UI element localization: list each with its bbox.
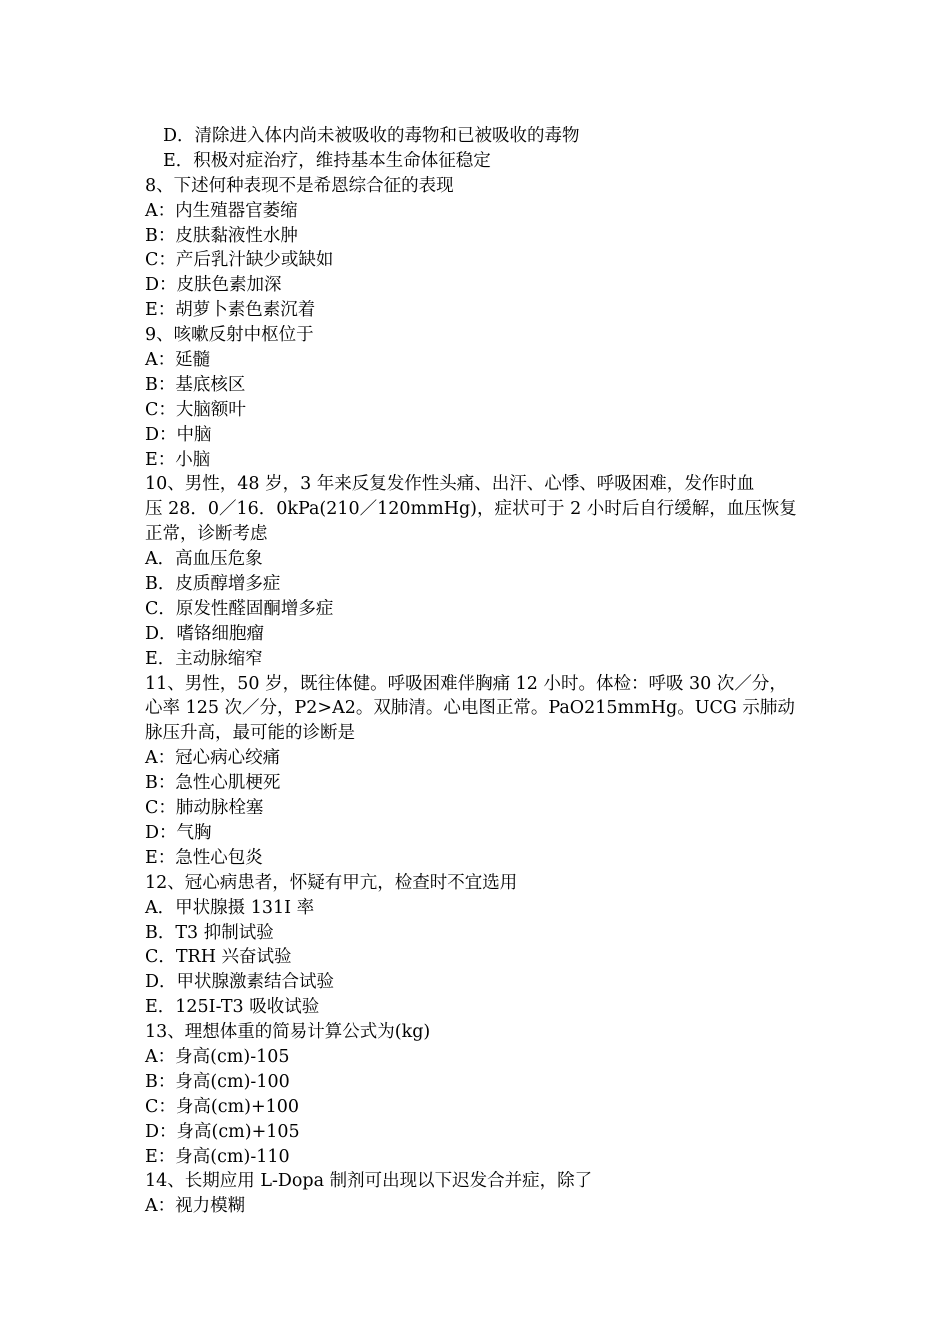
- text-line: E：急性心包炎: [145, 847, 263, 868]
- text-line: B．皮质醇增多症: [145, 574, 281, 595]
- text-line: E：身高(cm)-110: [145, 1146, 290, 1167]
- text-line: B：基底核区: [145, 374, 246, 395]
- text-line: E．主动脉缩窄: [145, 648, 263, 669]
- text-line: 12、冠心病患者，怀疑有甲亢，检查时不宜选用: [145, 872, 518, 893]
- text-line: C：大脑额叶: [145, 399, 246, 420]
- text-line: D：皮肤色素加深: [145, 275, 282, 296]
- text-line: 正常，诊断考虑: [145, 524, 268, 545]
- text-line: 10、男性，48 岁，3 年来反复发作性头痛、出汗、心悸、呼吸困难，发作时血: [145, 474, 755, 495]
- text-line: 14、长期应用 L-Dopa 制剂可出现以下迟发合并症，除了: [145, 1171, 593, 1192]
- text-line: B：身高(cm)-100: [145, 1071, 290, 1092]
- text-line: B：急性心肌梗死: [145, 773, 281, 794]
- text-line: A：冠心病心绞痛: [145, 748, 281, 769]
- text-line: B．T3 抑制试验: [145, 922, 274, 943]
- text-line: E：胡萝卜素色素沉着: [145, 300, 316, 321]
- text-line: A．高血压危象: [145, 549, 263, 570]
- document-body: [145, 124, 817, 1219]
- text-line: D：气胸: [145, 822, 212, 843]
- text-line: A．甲状腺摄 131I 率: [145, 897, 315, 918]
- text-line: C．TRH 兴奋试验: [145, 947, 292, 968]
- text-line: 脉压升高，最可能的诊断是: [145, 723, 355, 744]
- text-line: C：身高(cm)+100: [145, 1096, 300, 1117]
- text-line: 13、理想体重的简易计算公式为(kg): [145, 1022, 431, 1043]
- text-line: 心率 125 次／分，P2>A2。双肺清。心电图正常。PaO215mmHg。UCG 示肺动: [145, 698, 795, 719]
- text-line: E．125I-T3 吸收试验: [145, 997, 320, 1018]
- text-line: E：小脑: [145, 449, 211, 470]
- text-line: A：内生殖器官萎缩: [145, 200, 298, 221]
- text-line: C：肺动脉栓塞: [145, 798, 264, 819]
- text-line: C．原发性醛固酮增多症: [145, 598, 334, 619]
- text-line: A：身高(cm)-105: [145, 1046, 290, 1067]
- text-line: D：中脑: [145, 424, 212, 445]
- text-line: D．甲状腺激素结合试验: [145, 972, 335, 993]
- text-line: 8、下述何种表现不是希恩综合征的表现: [145, 175, 454, 196]
- text-line: B：皮肤黏液性水肿: [145, 225, 298, 246]
- text-line: 9、咳嗽反射中枢位于: [145, 325, 314, 346]
- text-line: C：产后乳汁缺少或缺如: [145, 250, 334, 271]
- text-line: D．嗜铬细胞瘤: [145, 623, 265, 644]
- text-line: A：视力模糊: [145, 1196, 246, 1217]
- text-line: D．清除进入体内尚未被吸收的毒物和已被吸收的毒物: [163, 126, 580, 146]
- text-line: A：延髓: [145, 350, 211, 371]
- text-line: D：身高(cm)+105: [145, 1121, 300, 1142]
- text-line: 压 28．0／16．0kPa(210／120mmHg)，症状可于 2 小时后自行缓解，血压恢复: [145, 499, 797, 520]
- text-line: E．积极对症治疗，维持基本生命体征稳定: [163, 150, 491, 171]
- text-line: 11、男性，50 岁，既往体健。呼吸困难伴胸痛 12 小时。体检：呼吸 30 次／分，: [145, 673, 787, 694]
